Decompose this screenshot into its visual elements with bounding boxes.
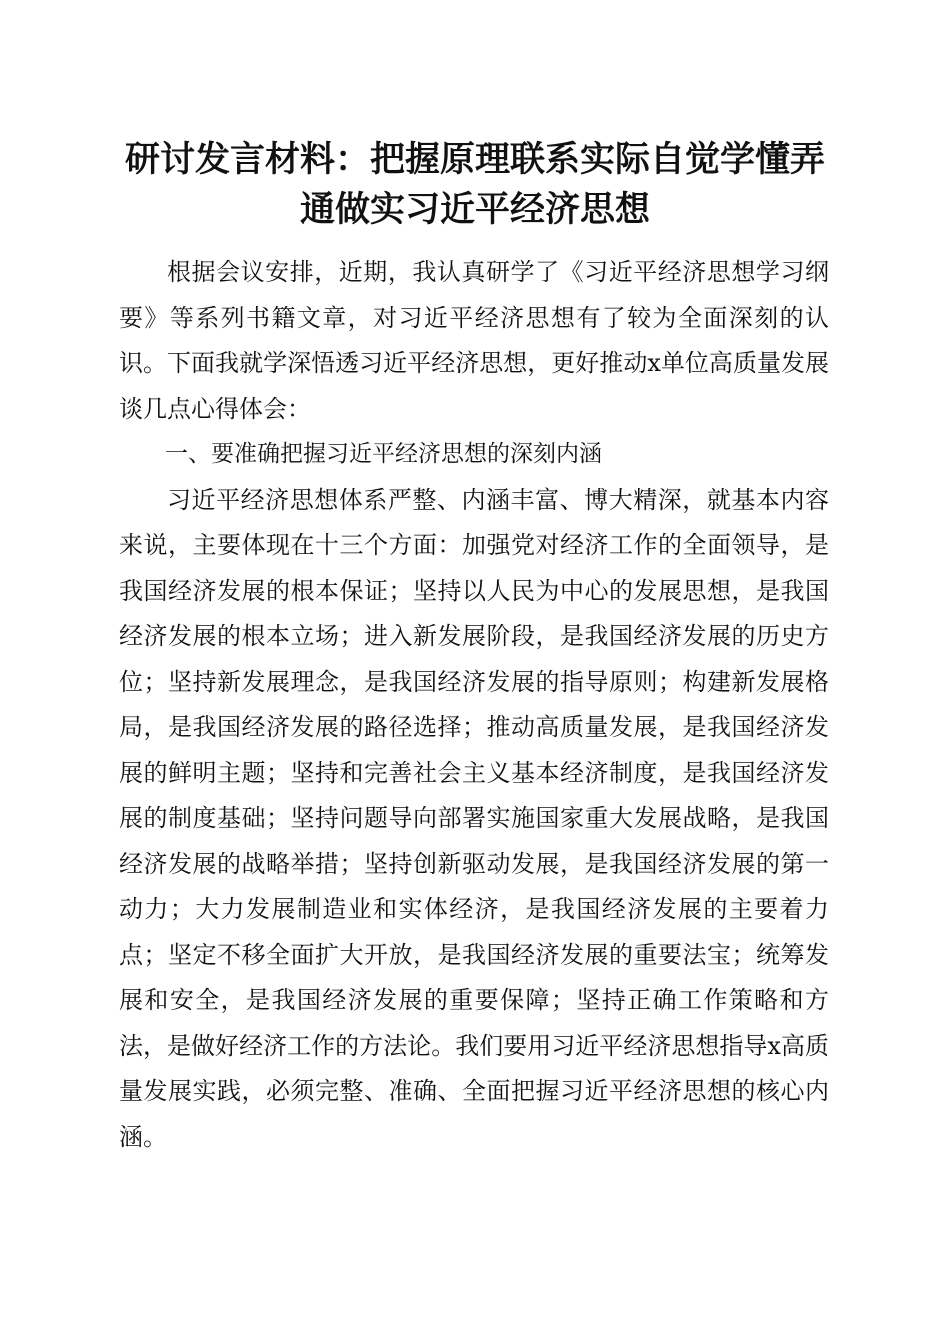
- section-1-paragraph: 习近平经济思想体系严整、内涵丰富、博大精深，就基本内容来说，主要体现在十三个方面：加强党对经济工作的全面领导，是我国经济发展的根本保证；坚持以人民为中心的发展思想，是我国经济发展的根本立场；进入新发展阶段，是我国经济发展的历史方位；坚持新发展理念，是我国经济发展的指导原则；构建新发展格局，是我国经济发展的路径选择；推动高质量发展，是我国经济发展的鲜明主题；坚持和完善社会主义基本经济制度，是我国经济发展的制度基础；坚持问题导向部署实施国家重大发展战略，是我国经济发展的战略举措；坚持创新驱动发展，是我国经济发展的第一动力；大力发展制造业和实体经济，是我国经济发展的主要着力点；坚定不移全面扩大开放，是我国经济发展的重要法宝；统筹发展和安全，是我国经济发展的重要保障；坚持正确工作策略和方法，是做好经济工作的方法论。我们要用习近平经济思想指导x高质量发展实践，必须完整、准确、全面把握习近平经济思想的核心内涵。: [119, 485, 829, 1151]
- document-body: [119, 250, 829, 1160]
- section-heading-1: 一、要准确把握习近平经济思想的深刻内涵: [165, 441, 602, 467]
- title-line-1: 研讨发言材料：把握原理联系实际自觉学懂弄: [124, 139, 825, 180]
- title-line-2: 通做实习近平经济思想: [299, 189, 650, 230]
- intro-paragraph: 根据会议安排，近期，我认真研学了《习近平经济思想学习纲要》等系列书籍文章，对习近平经济思想有了较为全面深刻的认识。下面我就学深悟透习近平经济思想，更好推动x单位高质量发展谈几点心得体会：: [119, 258, 829, 423]
- document-title: [110, 135, 840, 235]
